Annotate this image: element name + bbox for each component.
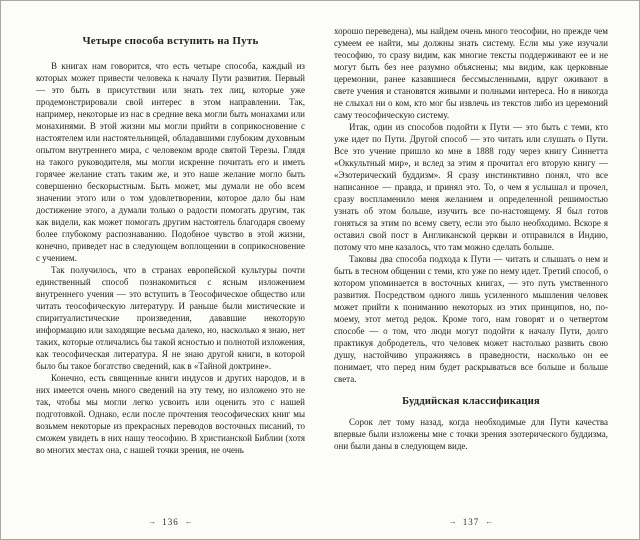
folio-ornament-left-icon: → (448, 517, 457, 526)
page-number-right: 137 (462, 517, 480, 527)
page-right (320, 1, 639, 539)
folio-ornament-right-icon: ← (485, 517, 494, 526)
page-number-left: 136 (162, 517, 179, 527)
folio-ornament-left-icon: → (148, 517, 157, 526)
folio-ornament-right-icon: ← (184, 517, 193, 526)
right-paragraph-4: Сорок лет тому назад, когда необходимые для Пути качества впервые были изложены мне с точки зрения эзотерического буддизма, они были даны в следующем виде. (334, 417, 608, 451)
right-paragraph-continuation: хорошо переведена), мы найдем очень много теософии, но прежде чем сумеем ее найти, мы должны знать систему. Если мы уже изучали теософию, то сразу видим, как многие тексты поддерживают ее и не могут быть без нее разумно объяснены; мы видим, как церковные церемонии, ранее казавшиеся бессмысленными, вдруг оживают в свете учения и становятся живыми и полными интереса. Но я никогда не слыхал ни о ком, кто мог бы извлечь из текстов либо из церемоний саму теософическую систему. (334, 26, 608, 120)
left-paragraph-1: В книгах нам говорится, что есть четыре способа, каждый из которых может привести человека к началу Пути развития. Первый — это быть в присутствии или знать тех лиц, которые уже продемонстрировали свой интерес в этом направлении. Так, например, некоторые из нас в средние века могли быть монахами или монахинями. В этой жизни мы могли прийти в соприкосновение с настоятелем или настоятельницей, обладавшими глубоким духовным опытом внутреннего мира, с человеком вроде святой Терезы. Глядя на такого руководителя, мы могли искренне почитать его и иметь горячее желание стать таким же, и это наше желание могло быть совершенно бескорыстным. Быть может, мы думали не обо всем значении этого или о том удовлетворении, которое дало бы нам достижение этого, а думали только о радости помогать другим, так как видели, как может помогать другим настоятель благодаря своему более глубокому распознаванию. Подобное чувство в этой жизни, конечно, приведет нас в следующем воплощении в соприкосновение с учением. (36, 61, 305, 263)
left-paragraph-2: Так получилось, что в странах европейской культуры почти единственный способ познакомиться с ясным изложением внутреннего учения — это вступить в Теософическое общество или читать теософическую литературу. И раньше были мистические и спиритуалистические произведения, дававшие некоторую информацию или заходящие весьма далеко, но, насколько я знаю, нет таких, которые отличались бы такой ясностью и полнотой изложения, как теософическая литература. Я не знаю другой книги, в которой было бы такое богатство сведений, как в «Тайной доктрине». (36, 265, 305, 371)
page-footer-right (334, 511, 608, 527)
left-paragraph-3: Конечно, есть священные книги индусов и других народов, и в них имеется очень много сведений на эту тему, но изложено это не так, чтобы мы могли легко усвоить или оценить это с нашей подготовкой. Однако, если после прочтения теософических книг мы возьмем некоторые из прекрасных переводов восточных писаний, то сможем увидеть в них нашу теософию. В христианской Библии (хотя во многих местах она, с нашей точки зрения, не очень (36, 373, 305, 455)
page-left (1, 1, 320, 539)
page-footer-left (36, 511, 305, 527)
section-title: Буддийская классификация (402, 396, 540, 407)
right-paragraph-3: Таковы два способа подхода к Пути — читать и слышать о нем и быть в тесном общении с теми, кто уже по нему идет. Третий способ, о котором упоминается в восточных книгах, — это путь умственного развития. Посредством одного лишь усиленного мышления человек может прийти к пониманию некоторых из этих принципов, но, по-моему, этот метод редок. Кроме того, нам говорят и о четвертом способе — о том, что люди могут подойти к началу Пути, долго практикуя добродетель, что человек может настолько развить свою душу, настойчиво упражняясь в праведности, насколько он ее понимает, что перед ним будет раскрываться все больше и больше света. (334, 254, 608, 384)
chapter-title: Четыре способа вступить на Путь (82, 35, 259, 47)
right-paragraph-2: Итак, один из способов подойти к Пути — это быть с теми, кто уже идет по Пути. Другой способ — это читать или слушать о Пути. Все это учение пришло ко мне в 1888 году через книгу Синнетта «Оккультный мир», и вслед за этим я прочитал его вторую книгу — «Эзотерический буддизм». Я сразу инстинктивно понял, что все написанное — правда, и принял это. То, о чем я услышал и прочел, сразу воспламенило меня желанием и определенной решимостью узнать об этом больше, изучить все по-настоящему. Я был готов гоняться за этим по всему свету, если это было необходимо. Вскоре я оставил свой пост в Англиканской церкви и отправился в Индию, потому что мне казалось, что там можно сделать больше. (334, 122, 608, 252)
